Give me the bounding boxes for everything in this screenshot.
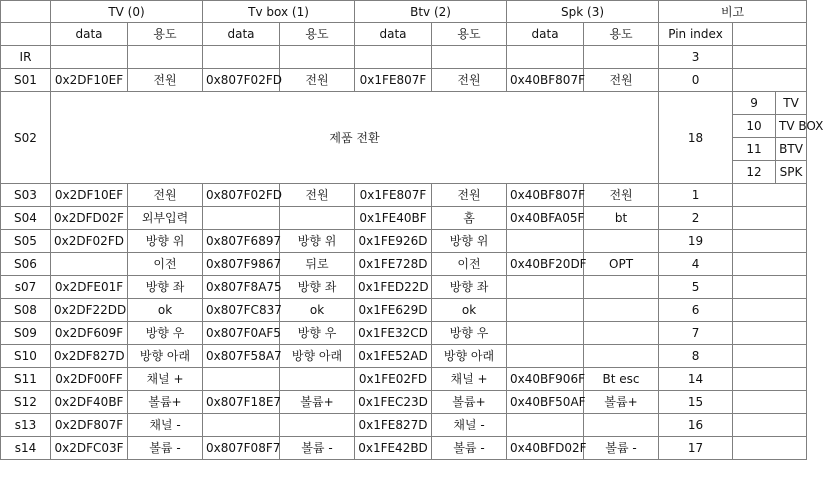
pin-index-cell: 18: [659, 92, 733, 184]
row-id: S11: [1, 368, 51, 391]
btv-use-cell: 볼륨 -: [432, 437, 507, 460]
tv-use-cell: 볼륨+: [128, 391, 203, 414]
spk-use-cell: 전원: [584, 69, 659, 92]
spk-use-cell: [584, 276, 659, 299]
sub-header-use: 용도: [584, 23, 659, 46]
tvbox-use-cell: 방향 아래: [280, 345, 355, 368]
cell: [507, 46, 584, 69]
spk-data-cell: 0x40BFD02F: [507, 437, 584, 460]
btv-data-cell: 0x1FE728D: [355, 253, 432, 276]
product-map-cell: [733, 115, 823, 138]
tv-use-cell: 전원: [128, 184, 203, 207]
tvbox-use-cell: ok: [280, 299, 355, 322]
spk-use-cell: Bt esc: [584, 368, 659, 391]
tvbox-data-cell: 0x807F58A7: [203, 345, 280, 368]
tv-use-cell: 볼륨 -: [128, 437, 203, 460]
group-header-btv: Btv (2): [355, 1, 507, 23]
tv-use-cell: 방향 우: [128, 322, 203, 345]
sub-header-data: data: [507, 23, 584, 46]
cell: [733, 299, 807, 322]
pin-index-cell: 3: [659, 46, 733, 69]
btv-data-cell: 0x1FED22D: [355, 276, 432, 299]
spk-use-cell: [584, 345, 659, 368]
row-id: IR: [1, 46, 51, 69]
tvbox-data-cell: 0x807F02FD: [203, 184, 280, 207]
row-id: S02: [1, 92, 51, 184]
tvbox-data-cell: 0x807FC837: [203, 299, 280, 322]
table-row: [1, 299, 807, 322]
tvbox-use-cell: [280, 414, 355, 437]
btv-use-cell: 방향 우: [432, 322, 507, 345]
row-id: S01: [1, 69, 51, 92]
spk-data-cell: 0x40BF906F: [507, 368, 584, 391]
table-row-s01: [1, 69, 807, 92]
tvbox-use-cell: 뒤로: [280, 253, 355, 276]
tv-data-cell: 0x2DFE01F: [51, 276, 128, 299]
product-map-name: BTV: [779, 142, 803, 156]
pin-index-cell: 5: [659, 276, 733, 299]
cell: [733, 207, 807, 230]
cell: [733, 69, 807, 92]
cell: [733, 345, 807, 368]
row-id: S12: [1, 391, 51, 414]
product-map-index: 12: [733, 161, 776, 183]
spk-use-cell: 전원: [584, 184, 659, 207]
row-id: S04: [1, 207, 51, 230]
pin-index-cell: 2: [659, 207, 733, 230]
cell: [733, 437, 807, 460]
pin-index-cell: 4: [659, 253, 733, 276]
spk-data-cell: 0x40BF807F: [507, 184, 584, 207]
product-map-cell: [733, 138, 807, 161]
btv-data-cell: 0x1FE629D: [355, 299, 432, 322]
btv-use-cell: 채널 +: [432, 368, 507, 391]
btv-data-cell: 0x1FE807F: [355, 184, 432, 207]
btv-data-cell: 0x1FEC23D: [355, 391, 432, 414]
pin-index-cell: 7: [659, 322, 733, 345]
pin-index-cell: 8: [659, 345, 733, 368]
sub-header-pin-index: Pin index: [659, 23, 733, 46]
tv-use-cell: 채널 +: [128, 368, 203, 391]
tvbox-data-cell: 0x807F8A75: [203, 276, 280, 299]
cell: [733, 184, 807, 207]
tvbox-use-cell: 방향 우: [280, 322, 355, 345]
tvbox-data-cell: [203, 414, 280, 437]
product-map-index: 11: [733, 138, 776, 160]
spk-data-cell: 0x40BF807F: [507, 69, 584, 92]
spk-data-cell: 0x40BF50AF: [507, 391, 584, 414]
spk-data-cell: [507, 230, 584, 253]
product-map-cell: [733, 92, 807, 115]
product-map-name: TV BOX: [779, 119, 823, 133]
spk-use-cell: [584, 322, 659, 345]
sub-header-data: data: [203, 23, 280, 46]
tv-use-cell: 채널 -: [128, 414, 203, 437]
tvbox-use-cell: 방향 위: [280, 230, 355, 253]
table-row: [1, 414, 807, 437]
spk-data-cell: 0x40BFA05F: [507, 207, 584, 230]
tvbox-use-cell: 전원: [280, 69, 355, 92]
tv-data-cell: 0x2DFC03F: [51, 437, 128, 460]
cell: [733, 230, 807, 253]
tv-data-cell: 0x2DF02FD: [51, 230, 128, 253]
spk-use-cell: [584, 299, 659, 322]
tvbox-data-cell: 0x807F9867: [203, 253, 280, 276]
spk-use-cell: 볼륨 -: [584, 437, 659, 460]
btv-data-cell: 0x1FE40BF: [355, 207, 432, 230]
row-id: s13: [1, 414, 51, 437]
pin-index-cell: 16: [659, 414, 733, 437]
spk-data-cell: [507, 299, 584, 322]
cell: [128, 46, 203, 69]
tv-use-cell: 이전: [128, 253, 203, 276]
tv-data-cell: [51, 253, 128, 276]
tv-use-cell: 방향 좌: [128, 276, 203, 299]
tv-use-cell: 방향 아래: [128, 345, 203, 368]
tv-data-cell: 0x2DF827D: [51, 345, 128, 368]
row-id: s07: [1, 276, 51, 299]
sub-header-use: 용도: [128, 23, 203, 46]
cell: [584, 46, 659, 69]
cell: [733, 276, 807, 299]
tv-use-cell: 전원: [128, 69, 203, 92]
cell: [733, 322, 807, 345]
spk-use-cell: 볼륨+: [584, 391, 659, 414]
table-row: [1, 345, 807, 368]
product-map-cell: [733, 161, 807, 184]
sub-header-data: data: [51, 23, 128, 46]
tvbox-data-cell: [203, 368, 280, 391]
spk-use-cell: [584, 230, 659, 253]
table-row: [1, 207, 807, 230]
row-id: S09: [1, 322, 51, 345]
group-header-tvbox: Tv box (1): [203, 1, 355, 23]
table-row: [1, 230, 807, 253]
btv-use-cell: 채널 -: [432, 414, 507, 437]
cell: [733, 46, 807, 69]
row-id: S06: [1, 253, 51, 276]
sub-header-data: data: [355, 23, 432, 46]
tv-data-cell: 0x2DF40BF: [51, 391, 128, 414]
tv-data-cell: 0x2DF807F: [51, 414, 128, 437]
group-header-spk: Spk (3): [507, 1, 659, 23]
btv-data-cell: 0x1FE827D: [355, 414, 432, 437]
product-map-index: 10: [733, 115, 776, 137]
btv-use-cell: 전원: [432, 69, 507, 92]
corner-cell: [1, 23, 51, 46]
tvbox-use-cell: [280, 207, 355, 230]
tv-data-cell: 0x2DF22DD: [51, 299, 128, 322]
tvbox-use-cell: 볼륨 -: [280, 437, 355, 460]
tvbox-data-cell: 0x807F18E7: [203, 391, 280, 414]
corner-cell: [1, 1, 51, 23]
pin-index-cell: 1: [659, 184, 733, 207]
tv-data-cell: 0x2DF609F: [51, 322, 128, 345]
cell: [355, 46, 432, 69]
tvbox-use-cell: [280, 368, 355, 391]
pin-index-cell: 15: [659, 391, 733, 414]
row-id: S08: [1, 299, 51, 322]
tv-data-cell: 0x2DF10EF: [51, 69, 128, 92]
header-group-row: [1, 1, 807, 23]
tv-data-cell: 0x2DF10EF: [51, 184, 128, 207]
spk-use-cell: bt: [584, 207, 659, 230]
tvbox-use-cell: 방향 좌: [280, 276, 355, 299]
tvbox-use-cell: 전원: [280, 184, 355, 207]
btv-use-cell: 전원: [432, 184, 507, 207]
row-id: S05: [1, 230, 51, 253]
spk-use-cell: OPT: [584, 253, 659, 276]
tv-use-cell: 방향 위: [128, 230, 203, 253]
spk-use-cell: [584, 414, 659, 437]
sub-header-use: 용도: [280, 23, 355, 46]
tvbox-data-cell: 0x807F6897: [203, 230, 280, 253]
btv-data-cell: 0x1FE42BD: [355, 437, 432, 460]
tvbox-data-cell: 0x807F02FD: [203, 69, 280, 92]
cell: [733, 414, 807, 437]
btv-data-cell: 0x1FE02FD: [355, 368, 432, 391]
table-row: [1, 391, 807, 414]
btv-use-cell: 방향 좌: [432, 276, 507, 299]
btv-data-cell: 0x1FE32CD: [355, 322, 432, 345]
table-row: [1, 368, 807, 391]
table-row: [1, 322, 807, 345]
product-map-index: 9: [733, 92, 776, 114]
group-header-tv: TV (0): [51, 1, 203, 23]
spk-data-cell: [507, 276, 584, 299]
cell: [280, 46, 355, 69]
pin-index-cell: 0: [659, 69, 733, 92]
pin-index-cell: 14: [659, 368, 733, 391]
btv-data-cell: 0x1FE807F: [355, 69, 432, 92]
tv-data-cell: 0x2DFD02F: [51, 207, 128, 230]
tvbox-data-cell: 0x807F08F7: [203, 437, 280, 460]
table-row: [1, 276, 807, 299]
tvbox-data-cell: 0x807F0AF5: [203, 322, 280, 345]
pin-index-cell: 6: [659, 299, 733, 322]
btv-use-cell: 홈: [432, 207, 507, 230]
btv-use-cell: ok: [432, 299, 507, 322]
table-row: [1, 184, 807, 207]
table-row: [1, 437, 807, 460]
table-row-s02: [1, 92, 807, 115]
row-id: S03: [1, 184, 51, 207]
product-map-name: SPK: [779, 165, 803, 179]
spk-data-cell: [507, 322, 584, 345]
pin-index-cell: 17: [659, 437, 733, 460]
tv-use-cell: 외부입력: [128, 207, 203, 230]
tv-data-cell: 0x2DF00FF: [51, 368, 128, 391]
cell: [203, 46, 280, 69]
sub-header-use: 용도: [432, 23, 507, 46]
tv-use-cell: ok: [128, 299, 203, 322]
btv-use-cell: 볼륨+: [432, 391, 507, 414]
row-id: s14: [1, 437, 51, 460]
cell: [733, 253, 807, 276]
cell: [432, 46, 507, 69]
btv-data-cell: 0x1FE52AD: [355, 345, 432, 368]
table-row: [1, 253, 807, 276]
product-switch-cell: 제품 전환: [51, 92, 659, 184]
spk-data-cell: 0x40BF20DF: [507, 253, 584, 276]
table-row-ir: [1, 46, 807, 69]
sub-header-empty: [733, 23, 807, 46]
cell: [733, 368, 807, 391]
pin-index-cell: 19: [659, 230, 733, 253]
header-sub-row: [1, 23, 807, 46]
cell: [733, 391, 807, 414]
btv-use-cell: 이전: [432, 253, 507, 276]
btv-use-cell: 방향 위: [432, 230, 507, 253]
row-id: S10: [1, 345, 51, 368]
product-map-name: TV: [783, 96, 799, 110]
cell: [51, 46, 128, 69]
btv-data-cell: 0x1FE926D: [355, 230, 432, 253]
spk-data-cell: [507, 414, 584, 437]
tvbox-data-cell: [203, 207, 280, 230]
spk-data-cell: [507, 345, 584, 368]
tvbox-use-cell: 볼륨+: [280, 391, 355, 414]
group-header-note: 비고: [659, 1, 807, 23]
btv-use-cell: 방향 아래: [432, 345, 507, 368]
